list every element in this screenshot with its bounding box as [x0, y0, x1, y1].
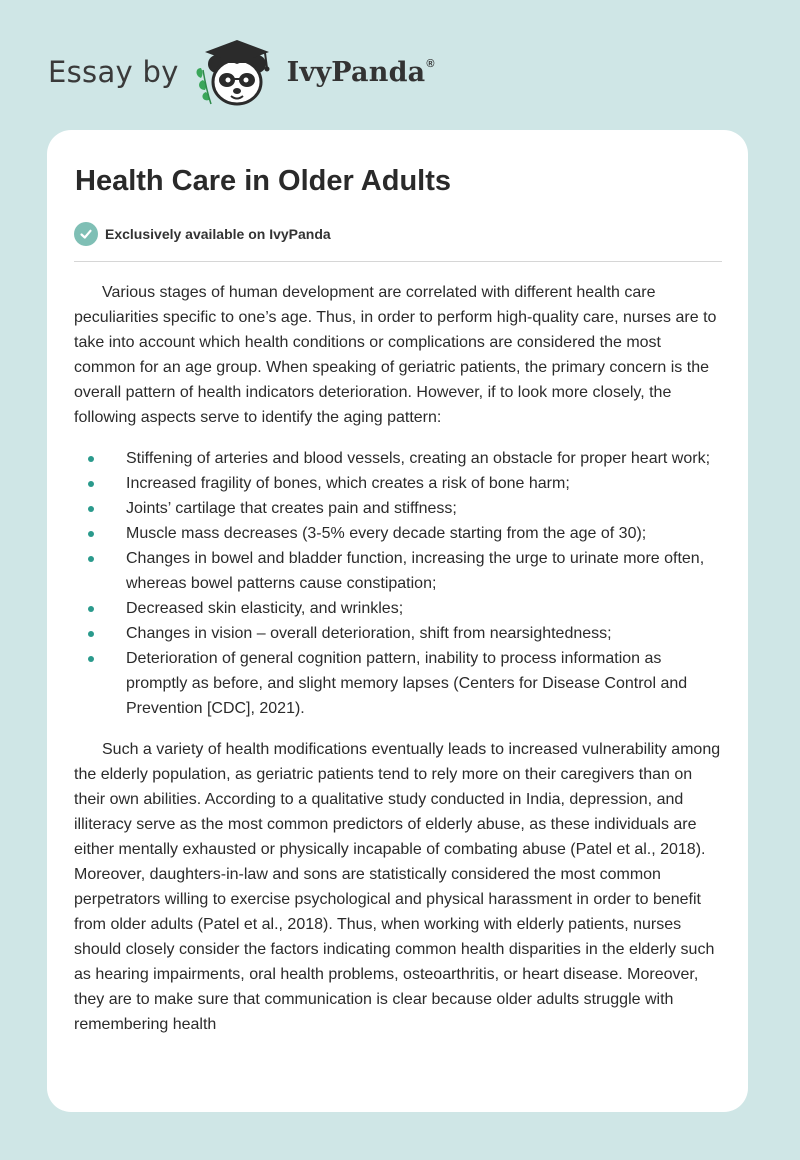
- panda-logo-icon[interactable]: [191, 34, 283, 110]
- registered-mark: ®: [426, 57, 435, 70]
- bullet-icon: [88, 556, 94, 562]
- bullet-icon: [88, 506, 94, 512]
- list-item: Changes in bowel and bladder function, increasing the urge to urinate more often, whereas bowel patterns cause constipation;: [74, 546, 724, 596]
- bullet-icon: [88, 606, 94, 612]
- list-item: Increased fragility of bones, which creates a risk of bone harm;: [74, 471, 724, 496]
- list-item: Joints’ cartilage that creates pain and stiffness;: [74, 496, 724, 521]
- bullet-icon: [88, 456, 94, 462]
- divider: [74, 261, 722, 262]
- paragraph: Such a variety of health modifications eventually leads to increased vulnerability among the elderly population, as geriatric patients tend to rely more on their caregivers than on their own abilities. According to a qualitative study conducted in India, depression, and illiteracy serve as the most common predictors of elderly abuse, as these individuals are either mentally exhausted or physically incapable of combating abuse (Patel et al., 2018). Moreover, daughters-in-law and sons are statistically considered the most common perpetrators willing to exercise psychological and physical harassment in order to benefit from older adults (Patel et al., 2018). Thus, when working with elderly patients, nurses should closely consider the factors indicating common health disparities in the elderly such as hearing impairments, oral health problems, osteoarthritis, or heart disease. Moreover, they are to make sure that communication is clear because older adults struggle with remembering health: [74, 741, 721, 1033]
- bullet-icon: [88, 531, 94, 537]
- site-header: [48, 34, 435, 110]
- list-item: Deterioration of general cognition pattern, inability to process information as promptly as before, and slight memory lapses (Centers for Disease Control and Prevention [CDC], 2021).: [74, 646, 724, 721]
- exclusive-badge: [74, 222, 331, 246]
- essay-by-label: Essay by: [48, 55, 179, 89]
- list-item: Changes in vision – overall deterioration, shift from nearsightedness;: [74, 621, 724, 646]
- bullet-icon: [88, 656, 94, 662]
- exclusive-badge-text: Exclusively available on IvyPanda: [105, 226, 331, 242]
- bullet-icon: [88, 481, 94, 487]
- bullet-icon: [88, 631, 94, 637]
- essay-body: [74, 280, 724, 1037]
- check-icon: [74, 222, 98, 246]
- list-item: Stiffening of arteries and blood vessels, creating an obstacle for proper heart work;: [74, 446, 724, 471]
- brand-name[interactable]: IvyPanda®: [286, 56, 435, 88]
- aging-aspects-list: [74, 446, 724, 721]
- essay-card: [47, 130, 748, 1112]
- list-item: Decreased skin elasticity, and wrinkles;: [74, 596, 724, 621]
- page-title: Health Care in Older Adults: [75, 165, 451, 197]
- list-item: Muscle mass decreases (3-5% every decade starting from the age of 30);: [74, 521, 724, 546]
- paragraph: Various stages of human development are correlated with different health care peculiarities specific to one’s age. Thus, in order to perform high-quality care, nurses are to take into account which health conditions or complications are considered the most common for an age group. When speaking of geriatric patients, the primary concern is the overall pattern of health indicators deterioration. However, if to look more closely, the following aspects serve to identify the aging pattern:: [74, 284, 717, 426]
